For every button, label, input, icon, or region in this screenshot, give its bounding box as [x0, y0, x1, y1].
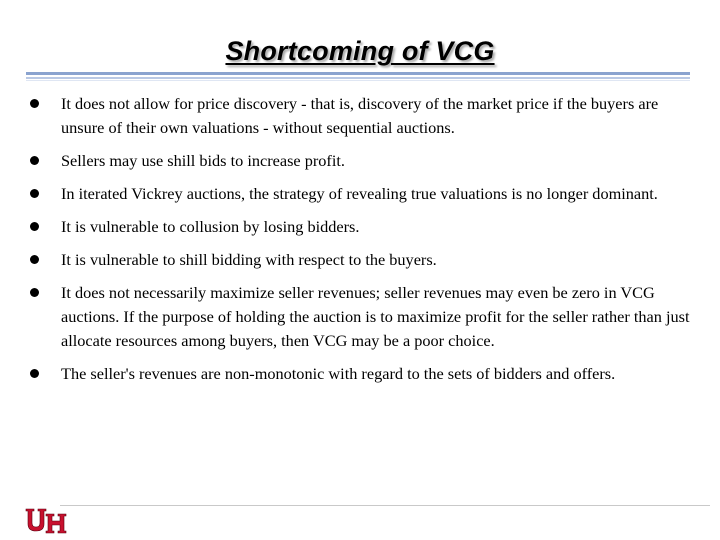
bullet-list: [30, 92, 695, 395]
bullet-icon: [30, 369, 39, 378]
bullet-icon: [30, 288, 39, 297]
list-item: [30, 362, 695, 386]
list-item: [30, 281, 695, 353]
list-item: [30, 182, 695, 206]
footer-divider: [60, 505, 710, 506]
list-item: [30, 149, 695, 173]
list-item: [30, 215, 695, 239]
bullet-icon: [30, 222, 39, 231]
title-divider-shade-light: [26, 80, 690, 81]
title-divider: [26, 72, 690, 75]
slide-title: Shortcoming of VCG: [225, 36, 495, 66]
bullet-icon: [30, 156, 39, 165]
bullet-text: It is vulnerable to collusion by losing bidders.: [61, 217, 360, 236]
list-item: [30, 92, 695, 140]
bullet-icon: [30, 99, 39, 108]
title-divider-shade: [26, 77, 690, 79]
list-item: [30, 248, 695, 272]
bullet-text: It does not allow for price discovery - that is, discovery of the market price if the buyers are unsure of their own valuations - without sequential auctions.: [61, 94, 659, 137]
uh-logo-icon: [24, 506, 68, 536]
bullet-text: It is vulnerable to shill bidding with respect to the buyers.: [61, 250, 437, 269]
bullet-text: The seller's revenues are non-monotonic with regard to the sets of bidders and offers.: [61, 364, 616, 383]
bullet-icon: [30, 255, 39, 264]
bullet-text: It does not necessarily maximize seller revenues; seller revenues may even be zero in VCG auctions. If the purpose of holding the auction is to maximize profit for the seller rather than just allocate resources among buyers, then VCG may be a poor choice.: [61, 283, 690, 350]
bullet-text: Sellers may use shill bids to increase profit.: [61, 151, 345, 170]
bullet-icon: [30, 189, 39, 198]
bullet-text: In iterated Vickrey auctions, the strategy of revealing true valuations is no longer dominant.: [61, 184, 658, 203]
